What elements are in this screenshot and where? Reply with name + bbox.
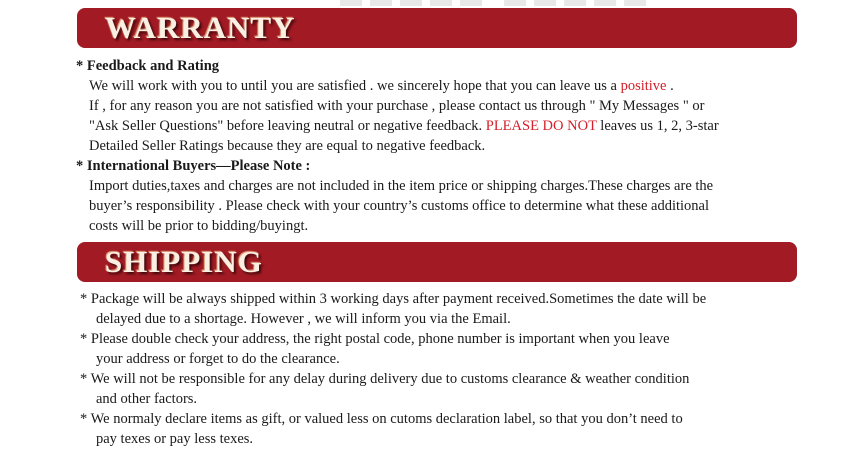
- feedback-line-2: If , for any reason you are not satisfied with your purchase , please contact us through " My Messages " or: [89, 98, 705, 114]
- shipping-content: [80, 289, 706, 449]
- feedback-line-3: [76, 116, 719, 136]
- international-line-1: Import duties,taxes and charges are not included in the item price or shipping charges.These charges are the: [89, 178, 714, 194]
- shipping-banner: [77, 242, 797, 282]
- international-line-2: buyer’s responsibility . Please check with your country’s customs office to determine what these additional: [89, 198, 710, 214]
- warranty-title: WARRANTY: [105, 10, 296, 45]
- shipping-item-3-line-2: and other factors.: [96, 391, 198, 407]
- feedback-line-4: Detailed Seller Ratings because they are equal to negative feedback.: [89, 138, 486, 154]
- shipping-item-2-line-2: your address or forget to do the clearance.: [96, 351, 340, 367]
- feedback-line-3-text: "Ask Seller Questions" before leaving neutral or negative feedback.: [89, 118, 486, 134]
- feedback-line-1-text: We will work with you to until you are satisfied . we sincerely hope that you can leave us a: [89, 78, 621, 94]
- warranty-banner: [77, 8, 797, 48]
- feedback-line-1-end: .: [666, 78, 674, 94]
- warranty-content: [76, 56, 719, 236]
- international-line-3: costs will be prior to bidding/buyingt.: [89, 218, 309, 234]
- shipping-item-1-line-1: * Package will be always shipped within 3 working days after payment received.Sometimes the date will be: [80, 291, 707, 307]
- international-heading: * International Buyers—Please Note :: [76, 158, 311, 174]
- feedback-line-3-end: leaves us 1, 2, 3-star: [596, 118, 719, 134]
- positive-highlight: positive: [620, 78, 667, 94]
- feedback-heading: * Feedback and Rating: [76, 58, 220, 74]
- shipping-item-3-line-1: * We will not be responsible for any delay during delivery due to customs clearance & weather condition: [80, 371, 690, 387]
- shipping-item-4-line-1: * We normaly declare items as gift, or valued less on cutoms declaration label, so that you don’t need to: [80, 411, 683, 427]
- shipping-item-1-line-2: delayed due to a shortage. However , we will inform you via the Email.: [96, 311, 511, 327]
- please-do-not-highlight: PLEASE DO NOT: [485, 118, 597, 134]
- shipping-item-2-line-1: * Please double check your address, the right postal code, phone number is important when you leave: [80, 331, 670, 347]
- shipping-title: SHIPPING: [105, 244, 263, 279]
- shipping-item-4-line-2: pay texes or pay less texes.: [96, 431, 254, 447]
- feedback-line-1: [76, 76, 719, 96]
